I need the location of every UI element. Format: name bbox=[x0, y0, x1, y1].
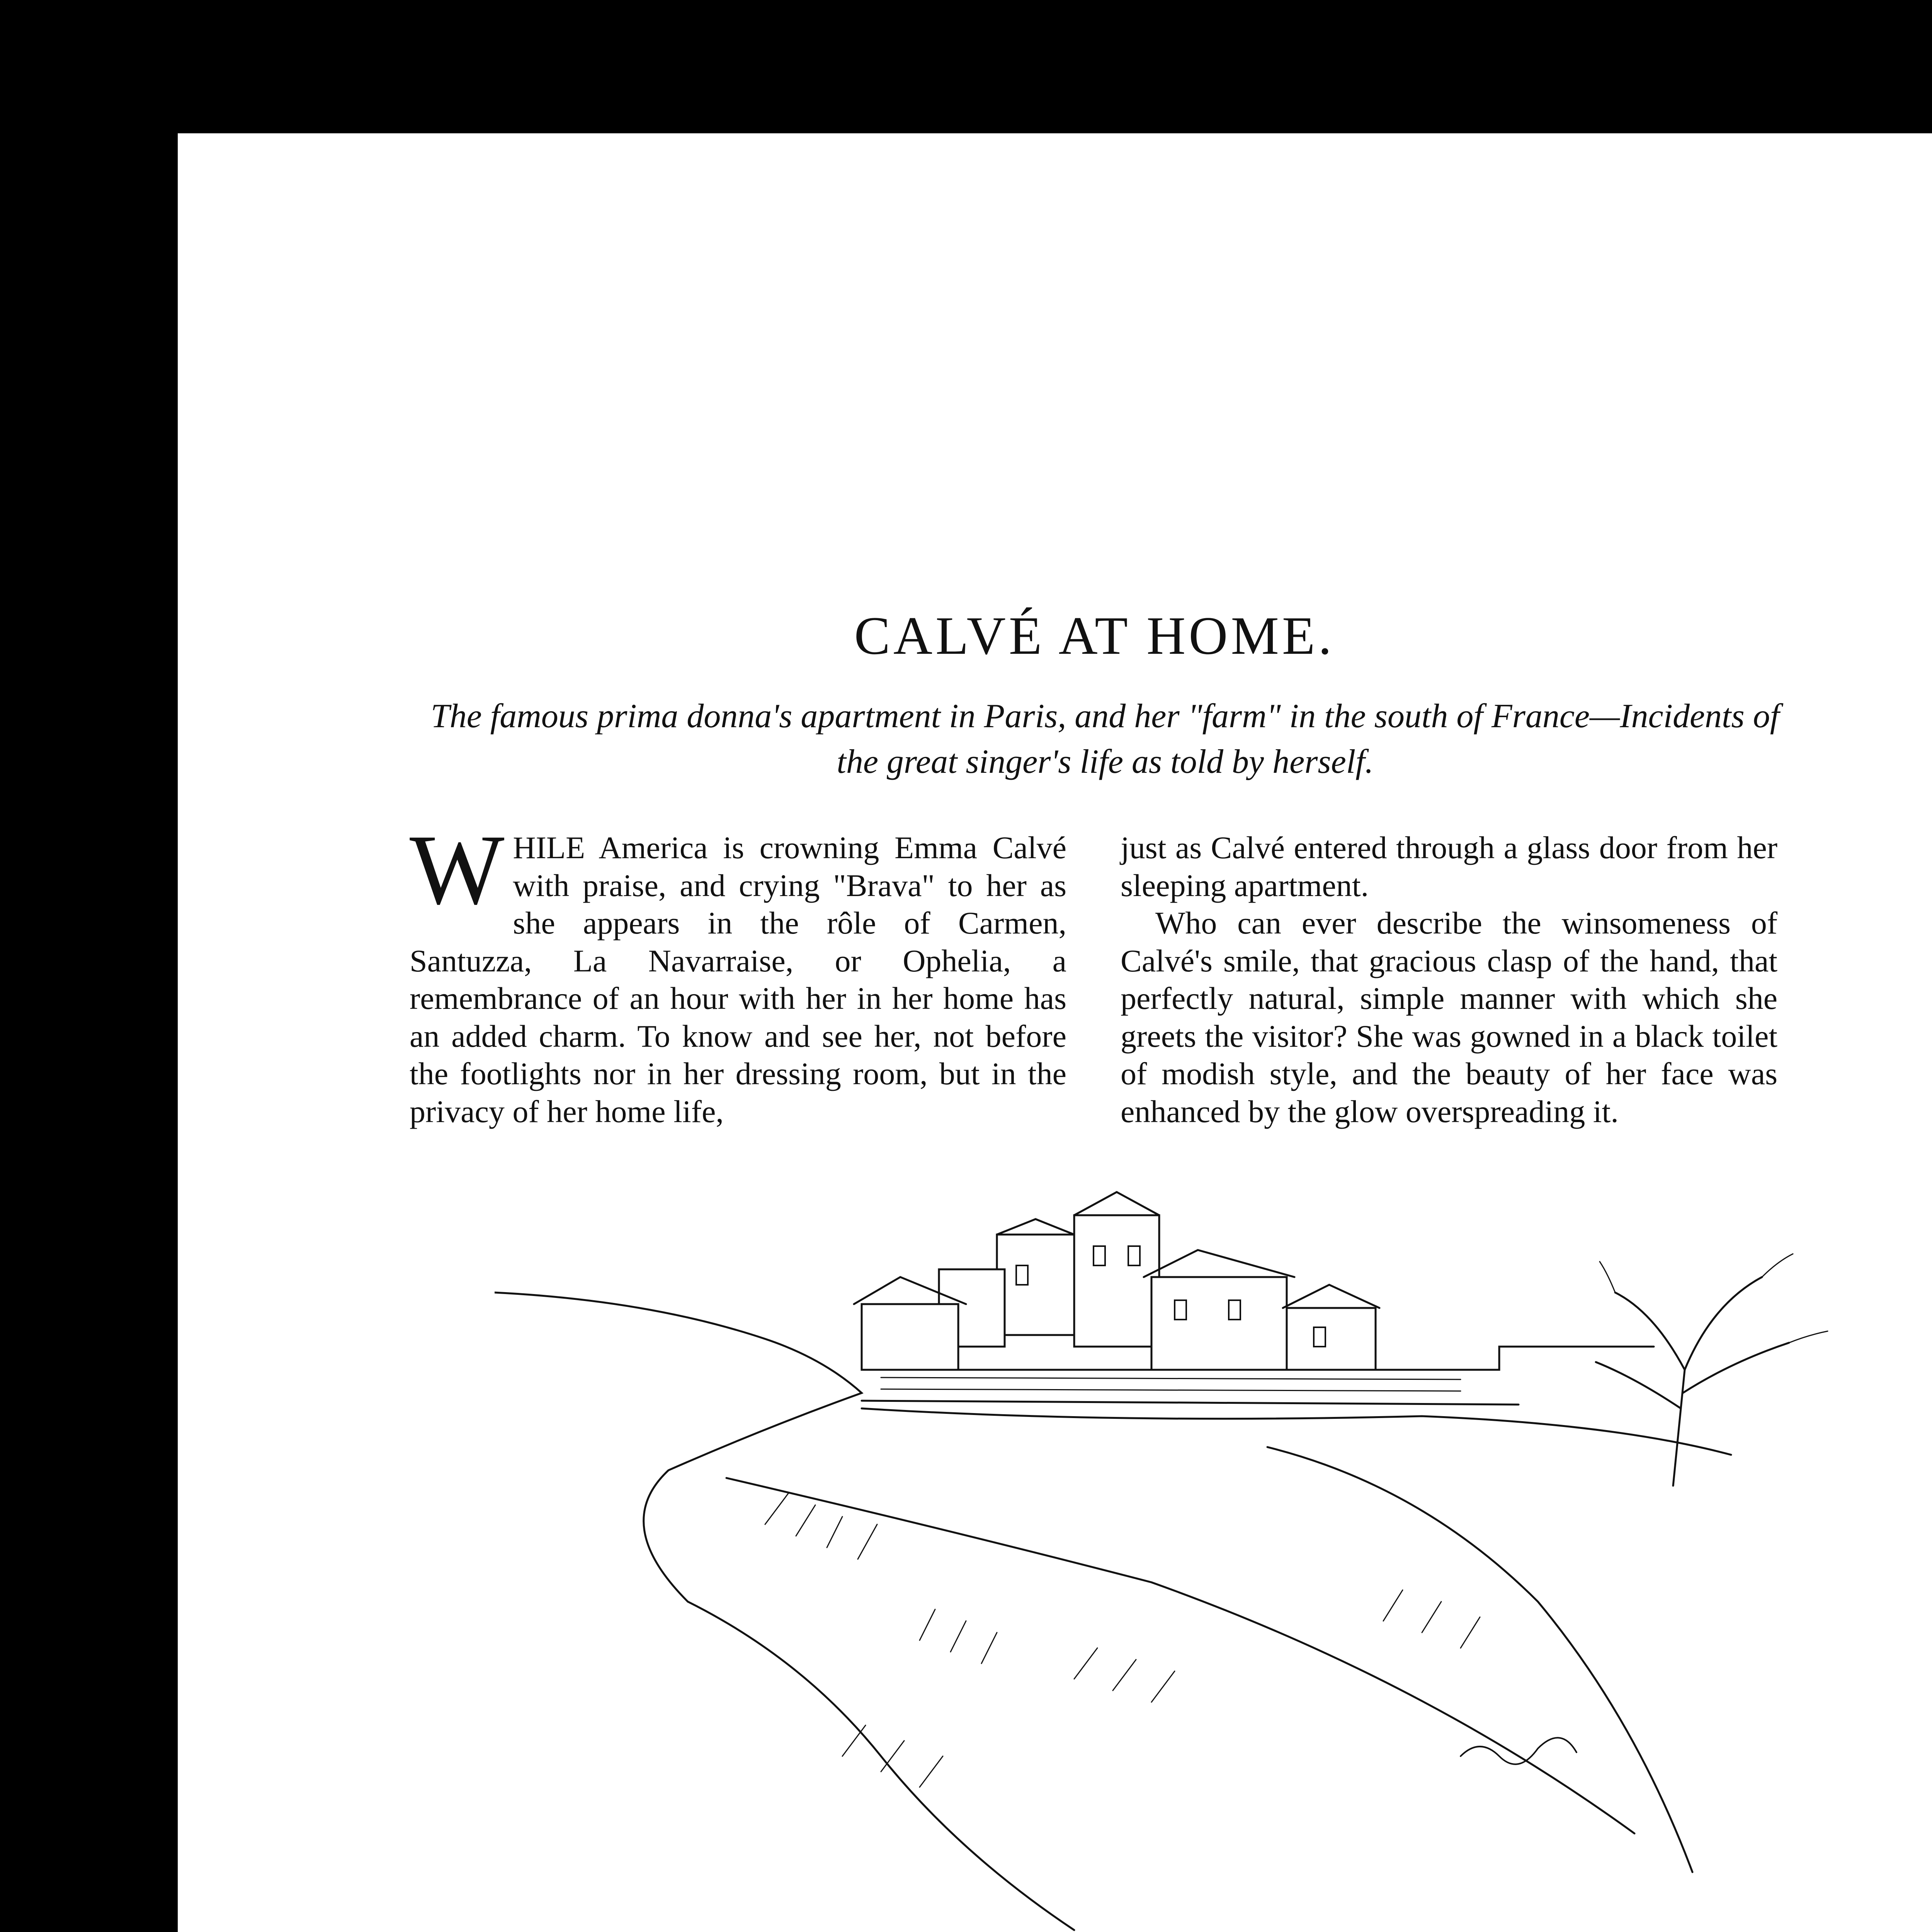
farm-illustration bbox=[495, 1177, 1862, 1932]
opening-paragraph-text: HILE America is crowning Emma Calvé with praise, and crying "Brava" to her as she appears in the rôle of Carmen, Santuzza, La Navarraise, or Ophelia, a remembrance of an hour with her in her home has an added charm. To know and see her, not before the footlights nor in her dressing room, but in the privacy of her home life, bbox=[410, 830, 1066, 1129]
magazine-page bbox=[178, 133, 1932, 1932]
opening-paragraph bbox=[410, 814, 1066, 1130]
paragraph: Who can ever describe the winsomeness of Calvé's smile, that gracious clasp of the hand, that perfectly natural, simple manner with which she greets the visitor? She was gowned in a black toilet of modish style, and the beauty of her face was enhanced by the glow overspreading it. bbox=[1121, 905, 1777, 1129]
paragraph: just as Calvé entered through a glass door from her sleeping apartment. bbox=[1121, 830, 1777, 903]
column-top-left bbox=[410, 814, 1066, 1130]
column-top-right bbox=[1121, 829, 1777, 1130]
article-subtitle: The famous prima donna's apartment in Paris, and her "farm" in the south of France—Incidents of the great singer's life as told by herself. bbox=[430, 697, 1780, 781]
drop-cap: W bbox=[410, 814, 505, 925]
article-title: CALVÉ AT HOME. bbox=[854, 606, 1335, 666]
